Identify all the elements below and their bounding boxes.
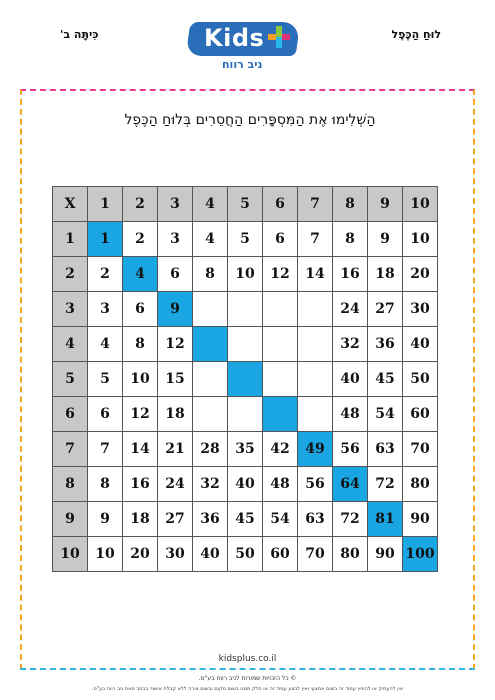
plus-icon (268, 26, 290, 48)
table-cell: 35 (228, 432, 263, 467)
table-cell: 100 (403, 537, 438, 572)
table-blank-cell (228, 292, 263, 327)
table-cell: 16 (333, 257, 368, 292)
table-cell: 18 (368, 257, 403, 292)
table-blank-cell (263, 327, 298, 362)
table-cell: 49 (298, 432, 333, 467)
table-cell: 27 (368, 292, 403, 327)
table-cell: 9 (158, 292, 193, 327)
table-cell: 18 (123, 502, 158, 537)
table-cell: 72 (333, 502, 368, 537)
table-cell: 32 (333, 327, 368, 362)
table-row (53, 397, 438, 432)
table-header-cell: 1 (88, 187, 123, 222)
table-blank-cell (298, 362, 333, 397)
table-cell: 63 (368, 432, 403, 467)
table-row (53, 467, 438, 502)
table-cell: 12 (158, 327, 193, 362)
table-header-cell: 10 (53, 537, 88, 572)
table-cell: 24 (333, 292, 368, 327)
table-cell: 18 (158, 397, 193, 432)
table-cell: 2 (123, 222, 158, 257)
table-cell: 4 (123, 257, 158, 292)
table-blank-cell (298, 327, 333, 362)
page-title: הַשְׁלִימוּ אֶת הַמִּסְפָּרִים הַחֲסֵרִים בְּלוּחַ הַכֶּפֶל (124, 112, 376, 128)
table-cell: 80 (403, 467, 438, 502)
table-cell: 64 (333, 467, 368, 502)
table-blank-cell (228, 362, 263, 397)
table-header-cell: 9 (368, 187, 403, 222)
table-header-cell: 4 (193, 187, 228, 222)
table-cell: 9 (368, 222, 403, 257)
table-cell: 16 (123, 467, 158, 502)
table-blank-cell (298, 292, 333, 327)
table-cell: 36 (193, 502, 228, 537)
table-cell: 70 (298, 537, 333, 572)
table-header-cell: 4 (53, 327, 88, 362)
table-cell: 32 (193, 467, 228, 502)
table-blank-cell (193, 397, 228, 432)
frame-bottom-border (20, 668, 475, 670)
table-blank-cell (193, 327, 228, 362)
table-cell: 60 (403, 397, 438, 432)
table-row (53, 292, 438, 327)
grade-label: כִּיתָּה ב' (60, 28, 99, 41)
table-cell: 90 (403, 502, 438, 537)
table-header-cell: 2 (53, 257, 88, 292)
table-cell: 14 (298, 257, 333, 292)
table-cell: 4 (88, 327, 123, 362)
table-cell: 1 (88, 222, 123, 257)
table-blank-cell (193, 362, 228, 397)
table-cell: 14 (123, 432, 158, 467)
table-cell: 2 (88, 257, 123, 292)
table-cell: 12 (123, 397, 158, 432)
table-header-cell: 6 (53, 397, 88, 432)
table-blank-cell (263, 292, 298, 327)
table-blank-cell (298, 397, 333, 432)
table-cell: 36 (368, 327, 403, 362)
table-cell: 54 (368, 397, 403, 432)
table-cell: 45 (368, 362, 403, 397)
table-cell: 6 (123, 292, 158, 327)
table-cell: 40 (228, 467, 263, 502)
footer-site: kidsplus.co.il (218, 654, 277, 664)
table-blank-cell (263, 397, 298, 432)
table-cell: 8 (333, 222, 368, 257)
table-cell: 6 (158, 257, 193, 292)
table-blank-cell (228, 397, 263, 432)
table-header-cell: 8 (333, 187, 368, 222)
table-cell: 72 (368, 467, 403, 502)
table-cell: 15 (158, 362, 193, 397)
table-cell: 40 (403, 327, 438, 362)
table-cell: 20 (403, 257, 438, 292)
table-cell: 60 (263, 537, 298, 572)
table-row (53, 537, 438, 572)
table-blank-cell (193, 292, 228, 327)
topic-label: לוּחַ הַכֶּפֶל (391, 28, 441, 41)
table-blank-cell (263, 362, 298, 397)
table-cell: 48 (263, 467, 298, 502)
table-cell: 45 (228, 502, 263, 537)
table-cell: 81 (368, 502, 403, 537)
table-cell: 10 (403, 222, 438, 257)
table-cell: 7 (298, 222, 333, 257)
table-cell: 40 (333, 362, 368, 397)
table-row (53, 327, 438, 362)
table-cell: 40 (193, 537, 228, 572)
table-cell: 5 (88, 362, 123, 397)
table-row (53, 257, 438, 292)
table-cell: 80 (333, 537, 368, 572)
table-header-cell: 10 (403, 187, 438, 222)
table-header-cell: 7 (53, 432, 88, 467)
table-cell: 30 (158, 537, 193, 572)
table-header-cell: 1 (53, 222, 88, 257)
table-cell: 9 (88, 502, 123, 537)
table-header-cell: 3 (53, 292, 88, 327)
table-cell: 48 (333, 397, 368, 432)
table-cell: 7 (88, 432, 123, 467)
table-row (53, 222, 438, 257)
table-header-cell: 3 (158, 187, 193, 222)
table-row (53, 432, 438, 467)
table-header-row (53, 187, 438, 222)
table-cell: 20 (123, 537, 158, 572)
table-cell: 90 (368, 537, 403, 572)
footer-legal: אין להעתיק או להפיץ עמוד זה בשום אמצעי ואין לבצע עמוד זה או חלק ממנו בשום מקום ובשום צורה ללא קבלת אישור בכתב מאת ניב רווח בע"מ. (91, 686, 404, 692)
table-header-cell: 6 (263, 187, 298, 222)
table-row (53, 502, 438, 537)
table-cell: 70 (403, 432, 438, 467)
table-cell: 3 (158, 222, 193, 257)
table-cell: 6 (263, 222, 298, 257)
table-cell: 12 (263, 257, 298, 292)
table-cell: 56 (333, 432, 368, 467)
table-cell: 3 (88, 292, 123, 327)
logo-word: Kids (204, 24, 265, 52)
table-cell: 4 (193, 222, 228, 257)
multiplication-table (52, 186, 438, 572)
table-header-cell: 2 (123, 187, 158, 222)
table-cell: 30 (403, 292, 438, 327)
table-cell: 21 (158, 432, 193, 467)
table-header-cell: 5 (53, 362, 88, 397)
table-header-cell: X (53, 187, 88, 222)
table-cell: 5 (228, 222, 263, 257)
table-cell: 63 (298, 502, 333, 537)
table-cell: 24 (158, 467, 193, 502)
table-cell: 50 (403, 362, 438, 397)
table-cell: 54 (263, 502, 298, 537)
table-header-cell: 9 (53, 502, 88, 537)
table-header-cell: 5 (228, 187, 263, 222)
table-cell: 8 (88, 467, 123, 502)
table-cell: 42 (263, 432, 298, 467)
footer-copyright: © כל הזכויות שמורות לניב רווח בע"מ. (198, 675, 297, 682)
kids-plus-logo (182, 20, 310, 70)
table-blank-cell (228, 327, 263, 362)
table-cell: 10 (123, 362, 158, 397)
table-cell: 6 (88, 397, 123, 432)
table-header-cell: 8 (53, 467, 88, 502)
table-cell: 28 (193, 432, 228, 467)
table-cell: 27 (158, 502, 193, 537)
table-cell: 10 (228, 257, 263, 292)
table-cell: 50 (228, 537, 263, 572)
table-cell: 10 (88, 537, 123, 572)
table-cell: 8 (193, 257, 228, 292)
table-cell: 8 (123, 327, 158, 362)
table-cell: 56 (298, 467, 333, 502)
logo-subtitle: ניב רווח (222, 58, 263, 71)
table-header-cell: 7 (298, 187, 333, 222)
table-row (53, 362, 438, 397)
